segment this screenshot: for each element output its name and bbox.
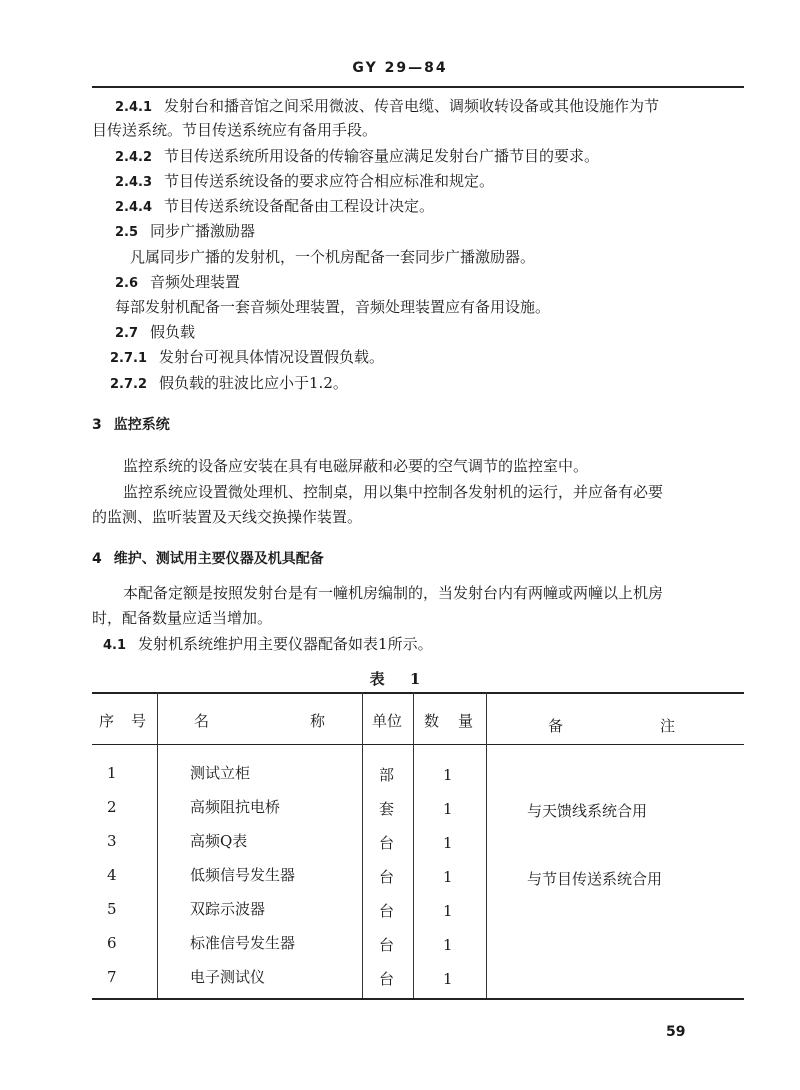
section-title: 维护、测试用主要仪器及机具配备	[113, 551, 324, 567]
cell-seq: 4	[107, 866, 117, 884]
section-title: 音频处理装置	[150, 273, 241, 291]
cell-qty: 1	[443, 834, 453, 852]
cell-unit: 台	[379, 834, 395, 852]
header-name-char-1: 名	[194, 712, 210, 730]
table-bottom-rule	[92, 998, 744, 1000]
clause-text: 节目传送系统设备配备由工程设计决定。	[164, 197, 435, 215]
header-qty-char-1: 数	[424, 712, 440, 730]
table-top-rule	[92, 692, 744, 694]
table-header-rule	[92, 744, 744, 745]
clause-text: 假负载的驻波比应小于1.2。	[159, 374, 348, 392]
table-column-divider	[362, 692, 363, 998]
section-title: 假负载	[150, 323, 196, 341]
clause-2-4-1	[115, 96, 659, 118]
section-3-paragraph-2-continued: 的监测、监听装置及天线交换操作装置。	[92, 508, 363, 526]
header-note-char-1: 备	[548, 717, 564, 735]
section-number: 4	[92, 551, 102, 567]
section-number: 2.5	[115, 225, 139, 240]
cell-name: 低频信号发生器	[190, 866, 296, 884]
cell-unit: 台	[379, 902, 395, 920]
cell-name: 高频阻抗电桥	[190, 798, 281, 816]
section-title: 监控系统	[113, 417, 170, 433]
section-number: 2.6	[115, 276, 139, 291]
section-2-5-heading	[115, 221, 255, 243]
section-4-paragraph-1: 本配备定额是按照发射台是有一幢机房编制的，当发射台内有两幢或两幢以上机房	[123, 584, 664, 602]
clause-2-4-2	[115, 146, 599, 168]
page-number: 59	[666, 1024, 686, 1040]
cell-qty: 1	[443, 902, 453, 920]
table-column-divider	[413, 692, 414, 998]
cell-name: 高频Q表	[190, 832, 248, 850]
section-4-heading	[92, 548, 324, 569]
cell-unit: 台	[379, 970, 395, 988]
clause-number: 2.4.2	[115, 150, 153, 165]
clause-4-1	[103, 634, 433, 656]
clause-text: 发射台和播音馆之间采用微波、传音电缆、调频收转设备或其他设施作为节	[164, 97, 660, 115]
clause-text: 发射台可视具体情况设置假负载。	[159, 348, 385, 366]
clause-number: 2.4.4	[115, 200, 153, 215]
cell-qty: 1	[443, 800, 453, 818]
header-seq-char-1: 序	[99, 712, 115, 730]
header-seq-char-2: 号	[131, 712, 147, 730]
section-3-paragraph-1: 监控系统的设备应安装在具有电磁屏蔽和必要的空气调节的监控室中。	[123, 457, 589, 475]
section-2-7-heading	[115, 322, 195, 344]
cell-name: 电子测试仪	[190, 968, 266, 986]
cell-qty: 1	[443, 868, 453, 886]
section-2-5-body: 凡属同步广播的发射机，一个机房配备一套同步广播激励器。	[130, 248, 536, 266]
cell-note: 与节目传送系统合用	[527, 870, 663, 888]
section-2-6-body: 每部发射机配备一套音频处理装置，音频处理装置应有备用设施。	[115, 298, 551, 316]
clause-number: 2.4.1	[115, 100, 153, 115]
clause-2-7-2	[110, 373, 348, 395]
header-rule	[92, 86, 744, 88]
clause-number: 2.7.1	[110, 351, 148, 366]
section-2-6-heading	[115, 272, 240, 294]
cell-seq: 5	[107, 900, 117, 918]
header-unit: 单位	[372, 712, 403, 730]
section-4-paragraph-1-continued: 时，配备数量应适当增加。	[92, 609, 273, 627]
clause-text: 节目传送系统所用设备的传输容量应满足发射台广播节目的要求。	[164, 147, 600, 165]
clause-text: 节目传送系统设备的要求应符合相应标准和规定。	[164, 172, 495, 190]
header-qty-char-2: 量	[458, 712, 474, 730]
clause-number: 4.1	[103, 638, 127, 653]
cell-note: 与天馈线系统合用	[527, 802, 648, 820]
cell-unit: 套	[379, 800, 395, 818]
clause-number: 2.4.3	[115, 175, 153, 190]
section-number: 2.7	[115, 326, 139, 341]
cell-name: 双踪示波器	[190, 900, 266, 918]
cell-unit: 台	[379, 868, 395, 886]
cell-unit: 部	[379, 766, 395, 784]
header-name-char-2: 称	[310, 712, 326, 730]
cell-qty: 1	[443, 970, 453, 988]
table-column-divider	[157, 692, 158, 998]
section-title: 同步广播激励器	[150, 222, 256, 240]
cell-name: 标准信号发生器	[190, 934, 296, 952]
clause-2-4-4	[115, 196, 434, 218]
cell-seq: 2	[107, 798, 117, 816]
table-caption: 表 1	[369, 670, 431, 688]
table-column-divider	[486, 692, 487, 998]
clause-2-7-1	[110, 347, 384, 369]
header-note-char-2: 注	[660, 717, 676, 735]
cell-name: 测试立柜	[190, 764, 251, 782]
clause-number: 2.7.2	[110, 377, 148, 392]
standard-code-header: GY 29—84	[352, 60, 448, 76]
cell-qty: 1	[443, 766, 453, 784]
section-3-heading	[92, 414, 170, 435]
cell-seq: 6	[107, 934, 117, 952]
clause-text: 发射机系统维护用主要仪器配备如表1所示。	[138, 635, 433, 653]
cell-seq: 7	[107, 968, 117, 986]
cell-seq: 1	[107, 764, 117, 782]
clause-2-4-1-continued: 目传送系统。节目传送系统应有备用手段。	[92, 121, 378, 139]
cell-seq: 3	[107, 832, 117, 850]
section-3-paragraph-2: 监控系统应设置微处理机、控制桌，用以集中控制各发射机的运行，并应备有必要	[123, 483, 664, 501]
section-number: 3	[92, 417, 102, 433]
cell-qty: 1	[443, 936, 453, 954]
clause-2-4-3	[115, 171, 494, 193]
cell-unit: 台	[379, 936, 395, 954]
